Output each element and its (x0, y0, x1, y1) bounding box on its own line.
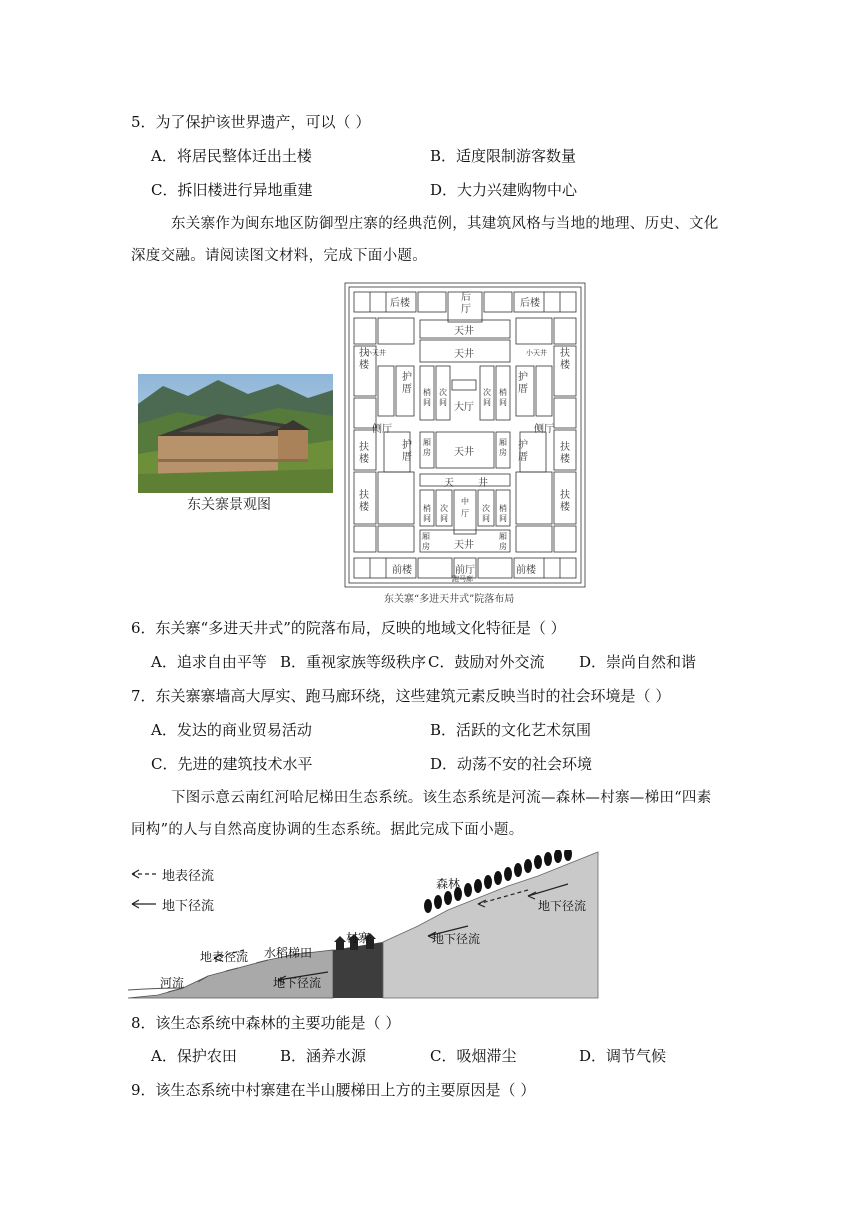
q5-option-d: D．大力兴建购物中心 (430, 181, 578, 199)
plan-label-qianlou-left: 前楼 (392, 565, 412, 576)
q6-option-a: A．追求自由平等 (151, 653, 267, 671)
plan-label-ceting-left: 侧厅 (372, 424, 392, 435)
q7-option-a: A．发达的商业贸易活动 (151, 721, 312, 739)
plan-label-hucuo-2: 护厝 (518, 372, 528, 395)
legend-underground-runoff: 地下径流 (162, 899, 215, 914)
plan-label-fulou-5: 扶楼 (359, 490, 369, 513)
plan-label-hucuo-4: 护厝 (518, 440, 528, 463)
photo-caption: 东关寨景观图 (187, 497, 271, 513)
passage-1-line-2: 深度交融。请阅读图文材料，完成下面小题。 (131, 248, 427, 264)
plan-label-xiangfang-1: 厢房 (423, 438, 431, 457)
plan-label-tianjing-2: 天井 (454, 349, 474, 360)
dongguanzhai-photo (138, 374, 333, 493)
plan-label-xiaotianjing-left: 小天井 (365, 349, 386, 357)
question-7-stem: 7．东关寨寨墙高大厚实、跑马廊环绕，这些建筑元素反映当时的社会环境是（ ） (131, 687, 671, 705)
plan-label-hucuo-3: 护厝 (402, 440, 412, 463)
question-5-stem: 5．为了保护该世界遗产，可以（ ） (131, 113, 371, 131)
plan-label-cijian-2: 次间 (483, 388, 491, 407)
label-paddy-terraces: 水稻梯田 (264, 946, 313, 960)
plan-label-tianjing-3: 天井 (454, 447, 474, 458)
label-river: 河流 (160, 976, 185, 990)
plan-label-paomalang: 跑马廊 (452, 575, 473, 583)
plan-label-zhong: 中 (461, 497, 469, 506)
label-forest: 森林 (436, 877, 461, 891)
ecosystem-diagram (128, 850, 602, 1000)
plan-label-cijian-4: 次间 (482, 504, 490, 523)
plan-label-tianjing-4: 天井 (454, 540, 474, 551)
plan-label-ting: 厅 (461, 509, 469, 518)
plan-label-shaojian-4: 梢间 (499, 504, 507, 523)
passage-2-line-2: 同构”的人与自然高度协调的生态系统。据此完成下面小题。 (131, 822, 524, 838)
plan-label-xiangfang-4: 厢房 (499, 532, 507, 551)
plan-label-qianting: 前厅 (455, 565, 475, 576)
plan-label-shaojian-3: 梢间 (423, 504, 431, 523)
q5-option-c: C．拆旧楼进行异地重建 (151, 181, 313, 199)
q8-option-b: B．涵养水源 (280, 1047, 367, 1065)
plan-label-fulou-6: 扶楼 (560, 490, 570, 513)
plan-label-xiangfang-3: 厢房 (422, 532, 430, 551)
plan-label-fulou-3: 扶楼 (359, 442, 369, 465)
plan-label-qianlou-right: 前楼 (516, 565, 536, 576)
label-underground-runoff-forest: 地下径流 (538, 899, 587, 913)
label-surface-runoff: 地表径流 (200, 950, 249, 964)
question-9-stem: 9．该生态系统中村寨建在半山腰梯田上方的主要原因是（ ） (131, 1081, 536, 1099)
plan-label-tian: 天 (444, 478, 454, 489)
q8-option-c: C．吸烟滞尘 (430, 1047, 517, 1065)
q5-option-a: A．将居民整体迁出土楼 (151, 147, 312, 165)
label-underground-runoff-low: 地下径流 (273, 976, 322, 990)
plan-label-xiaotianjing-right: 小天井 (526, 349, 547, 357)
plan-label-houting: 后厅 (461, 292, 471, 315)
question-6-stem: 6．东关寨“多进天井式”的院落布局，反映的地域文化特征是（ ） (131, 619, 566, 637)
plan-label-dating: 大厅 (454, 402, 474, 413)
q8-option-d: D．调节气候 (579, 1047, 667, 1065)
courtyard-layout-plan (344, 282, 586, 588)
plan-label-cijian-1: 次间 (439, 388, 447, 407)
q7-option-b: B．活跃的文化艺术氛围 (430, 721, 592, 739)
plan-label-shaojian-1: 梢间 (423, 388, 431, 407)
q7-option-d: D．动荡不安的社会环境 (430, 755, 593, 773)
plan-caption: 东关寨“多进天井式”院落布局 (384, 594, 515, 605)
q6-option-b: B．重视家族等级秩序 (280, 653, 427, 671)
legend-surface-runoff: 地表径流 (162, 869, 215, 884)
plan-label-xiangfang-2: 厢房 (499, 438, 507, 457)
passage-2-line-1: 下图示意云南红河哈尼梯田生态系统。该生态系统是河流—森林—村寨—梯田“四素 (171, 790, 712, 806)
plan-label-cijian-3: 次间 (440, 504, 448, 523)
plan-label-houlou-left: 后楼 (390, 298, 410, 309)
plan-label-jing: 井 (478, 478, 488, 489)
q7-option-c: C．先进的建筑技术水平 (151, 755, 313, 773)
plan-label-houlou-right: 后楼 (520, 298, 540, 309)
plan-label-hucuo-1: 护厝 (402, 372, 412, 395)
q8-option-a: A．保护农田 (151, 1047, 237, 1065)
plan-label-fulou-4: 扶楼 (560, 442, 570, 465)
q5-option-b: B．适度限制游客数量 (430, 147, 577, 165)
plan-label-shaojian-2: 梢间 (499, 388, 507, 407)
plan-label-ceting-right: 侧厅 (534, 424, 554, 435)
label-village: 村寨 (346, 931, 371, 945)
plan-label-tianjing-1: 天井 (454, 326, 474, 337)
question-8-stem: 8．该生态系统中森林的主要功能是（ ） (131, 1014, 401, 1032)
label-underground-runoff-mid: 地下径流 (432, 932, 481, 946)
plan-label-fulou-2: 扶楼 (560, 348, 570, 371)
passage-1-line-1: 东关寨作为闽东地区防御型庄寨的经典范例，其建筑风格与当地的地理、历史、文化 (171, 216, 719, 232)
plan-label-fulou-1: 扶楼 (359, 348, 369, 371)
q6-option-c: C．鼓励对外交流 (428, 653, 545, 671)
q6-option-d: D．崇尚自然和谐 (579, 653, 697, 671)
